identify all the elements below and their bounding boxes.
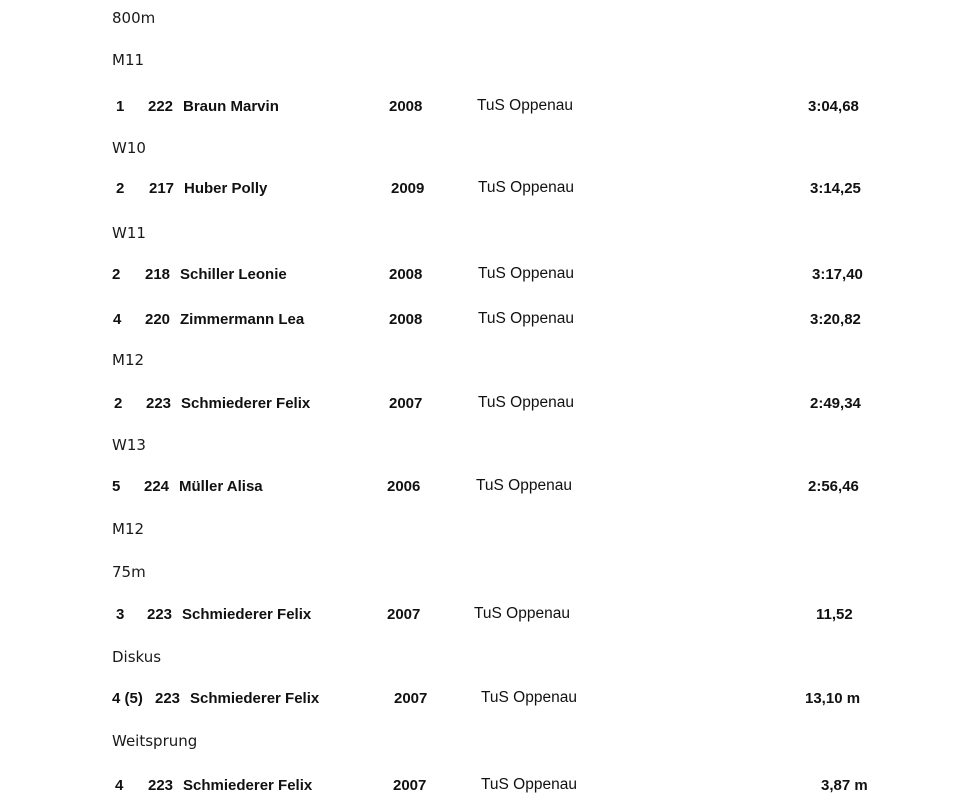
- event-heading-weitsprung: Weitsprung: [112, 732, 198, 750]
- birth-year: 2007: [393, 777, 427, 794]
- athlete-name: Huber Polly: [184, 180, 268, 197]
- athlete-name: Schmiederer Felix: [181, 395, 311, 412]
- bib-number: 223: [146, 395, 172, 412]
- club-name: TuS Oppenau: [476, 477, 572, 494]
- club-name: TuS Oppenau: [481, 776, 577, 793]
- athlete-name: Schmiederer Felix: [183, 777, 313, 794]
- birth-year: 2006: [387, 478, 421, 495]
- result-value: 13,10 m: [805, 690, 861, 707]
- place: 2: [112, 266, 121, 283]
- birth-year: 2007: [387, 606, 421, 623]
- birth-year: 2008: [389, 98, 423, 115]
- result-value: 3:20,82: [810, 311, 861, 328]
- club-name: TuS Oppenau: [478, 265, 574, 282]
- bib-number: 223: [155, 690, 181, 707]
- birth-year: 2008: [389, 311, 423, 328]
- bib-number: 224: [144, 478, 170, 495]
- age-group-heading-w13: W13: [112, 436, 146, 454]
- age-group-heading-m12-second: M12: [112, 520, 145, 538]
- athlete-name: Schiller Leonie: [180, 266, 287, 283]
- result-value: 2:49,34: [810, 395, 861, 412]
- athlete-name: Zimmermann Lea: [180, 311, 305, 328]
- bib-number: 223: [148, 777, 174, 794]
- result-value: 3:14,25: [810, 180, 861, 197]
- club-name: TuS Oppenau: [477, 97, 573, 114]
- club-name: TuS Oppenau: [478, 179, 574, 196]
- place: 1: [116, 98, 125, 115]
- birth-year: 2007: [389, 395, 423, 412]
- athlete-name: Schmiederer Felix: [182, 606, 312, 623]
- bib-number: 222: [148, 98, 174, 115]
- bib-number: 220: [145, 311, 171, 328]
- club-name: TuS Oppenau: [478, 394, 574, 411]
- event-heading-800m: 800m: [112, 9, 156, 27]
- club-name: TuS Oppenau: [481, 689, 577, 706]
- athlete-name: Braun Marvin: [183, 98, 279, 115]
- result-value: 3,87 m: [821, 777, 868, 794]
- birth-year: 2008: [389, 266, 423, 283]
- result-value: 11,52: [816, 606, 853, 623]
- place: 4 (5): [112, 690, 143, 707]
- result-value: 2:56,46: [808, 478, 859, 495]
- place: 4: [115, 777, 124, 794]
- result-value: 3:04,68: [808, 98, 859, 115]
- place: 3: [116, 606, 125, 623]
- athlete-name: Schmiederer Felix: [190, 690, 320, 707]
- place: 4: [113, 311, 122, 328]
- event-heading-75m: 75m: [112, 563, 146, 581]
- club-name: TuS Oppenau: [478, 310, 574, 327]
- place: 2: [116, 180, 125, 197]
- place: 5: [112, 478, 121, 495]
- club-name: TuS Oppenau: [474, 605, 570, 622]
- age-group-heading-m12: M12: [112, 351, 145, 369]
- age-group-heading-w10: W10: [112, 139, 146, 157]
- result-value: 3:17,40: [812, 266, 863, 283]
- birth-year: 2009: [391, 180, 425, 197]
- age-group-heading-w11: W11: [112, 224, 146, 242]
- place: 2: [114, 395, 123, 412]
- athlete-name: Müller Alisa: [179, 478, 263, 495]
- event-heading-diskus: Diskus: [112, 648, 162, 666]
- birth-year: 2007: [394, 690, 428, 707]
- age-group-heading-m11: M11: [112, 51, 145, 69]
- bib-number: 223: [147, 606, 173, 623]
- bib-number: 218: [145, 266, 171, 283]
- bib-number: 217: [149, 180, 175, 197]
